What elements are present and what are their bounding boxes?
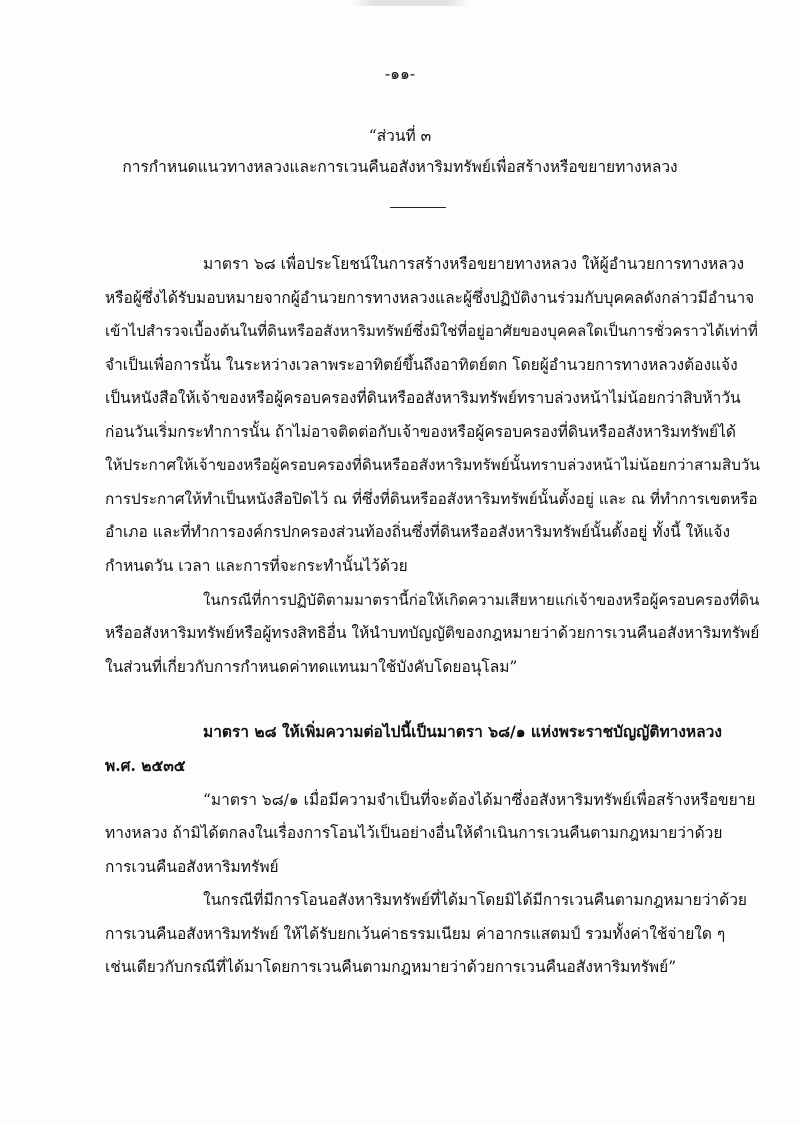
section68-1-para2-line: เช่นเดียวกับกรณีที่ได้มาโดยการเวนคืนตามกฎหมายว่าด้วยการเวนคืนอสังหาริมทรัพย์” [105,958,677,976]
section68-line: หรือผู้ซึ่งได้รับมอบหมายจากผู้อำนวยการทางหลวงและผู้ซึ่งปฏิบัติงานร่วมกับบุคคลดังกล่าวมีอำนาจ [105,289,755,307]
section68-line: ก่อนวันเริ่มกระทำการนั้น ถ้าไม่อาจติดต่อกับเจ้าของหรือผู้ครอบครองที่ดินหรืออสังหาริมทรัพย์ได้ [105,423,736,441]
section68-1-para2-line: ในกรณีที่มีการโอนอสังหาริมทรัพย์ที่ได้มาโดยมิได้มีการเวนคืนตามกฎหมายว่าด้วย [203,891,747,909]
page-number: -๑๑- [384,65,416,83]
section68-line: เข้าไปสำรวจเบื้องต้นในที่ดินหรืออสังหาริมทรัพย์ซึ่งมิใช่ที่อยู่อาศัยของบุคคลใดเป็นการชั่วคราวได้เท่าที่ [105,322,758,340]
section68-line: ให้ประกาศให้เจ้าของหรือผู้ครอบครองที่ดินหรืออสังหาริมทรัพย์นั้นทราบล่วงหน้าไม่น้อยกว่าสามสิบวัน [105,456,760,474]
divider [390,207,446,208]
section68-line: มาตรา ๖๘ เพื่อประโยชน์ในการสร้างหรือขยายทางหลวง ให้ผู้อำนวยการทางหลวง [203,255,745,273]
section68-line: การประกาศให้ทำเป็นหนังสือปิดไว้ ณ ที่ซึ่งที่ดินหรืออสังหาริมทรัพย์นั้นตั้งอยู่ และ ณ ที่ทำการเขตหรือ [105,490,758,508]
part-title: การกำหนดแนวทางหลวงและการเวนคืนอสังหาริมทรัพย์เพื่อสร้างหรือขยายทางหลวง [122,158,678,176]
section68-para2-line: ในส่วนที่เกี่ยวกับการกำหนดค่าทดแทนมาใช้บังคับโดยอนุโลม” [105,658,518,676]
part-heading: “ส่วนที่ ๓ [368,127,432,145]
section28-line: พ.ศ. ๒๕๓๕ [105,756,186,775]
scan-artifact [350,0,470,6]
section68-para2-line: ในกรณีที่การปฏิบัติตามมาตรานี้ก่อให้เกิดความเสียหายแก่เจ้าของหรือผู้ครอบครองที่ดิน [203,591,760,609]
section28-line: มาตรา ๒๘ ให้เพิ่มความต่อไปนี้เป็นมาตรา ๖๘/๑ แห่งพระราชบัญญัติทางหลวง [203,722,722,741]
section68-1-line: “มาตรา ๖๘/๑ เมื่อมีความจำเป็นที่จะต้องได้มาซึ่งอสังหาริมทรัพย์เพื่อสร้างหรือขยาย [203,791,756,809]
section68-line: อำเภอ และที่ทำการองค์กรปกครองส่วนท้องถิ่นซึ่งที่ดินหรืออสังหาริมทรัพย์นั้นตั้งอยู่ ทั้งนี้ ให้แจ้ง [105,523,731,541]
section68-para2-line: หรืออสังหาริมทรัพย์หรือผู้ทรงสิทธิอื่น ให้นำบทบัญญัติของกฎหมายว่าด้วยการเวนคืนอสังหาริมทรัพย์ [105,624,760,642]
section68-1-para2-line: การเวนคืนอสังหาริมทรัพย์ ให้ได้รับยกเว้นค่าธรรมเนียม ค่าอากรแสตมป์ รวมทั้งค่าใช้จ่ายใด ๆ [105,925,726,943]
section68-line: กำหนดวัน เวลา และการที่จะกระทำนั้นไว้ด้วย [105,557,408,575]
section68-line: เป็นหนังสือให้เจ้าของหรือผู้ครอบครองที่ดินหรืออสังหาริมทรัพย์ทราบล่วงหน้าไม่น้อยกว่าสิบห้าวัน [105,389,741,407]
section68-line: จำเป็นเพื่อการนั้น ในระหว่างเวลาพระอาทิตย์ขึ้นถึงอาทิตย์ตก โดยผู้อำนวยการทางหลวงต้องแจ้ง [105,356,738,374]
section68-1-line: การเวนคืนอสังหาริมทรัพย์ [105,858,279,876]
section68-1-line: ทางหลวง ถ้ามิได้ตกลงในเรื่องการโอนไว้เป็นอย่างอื่นให้ดำเนินการเวนคืนตามกฎหมายว่าด้วย [105,824,723,842]
